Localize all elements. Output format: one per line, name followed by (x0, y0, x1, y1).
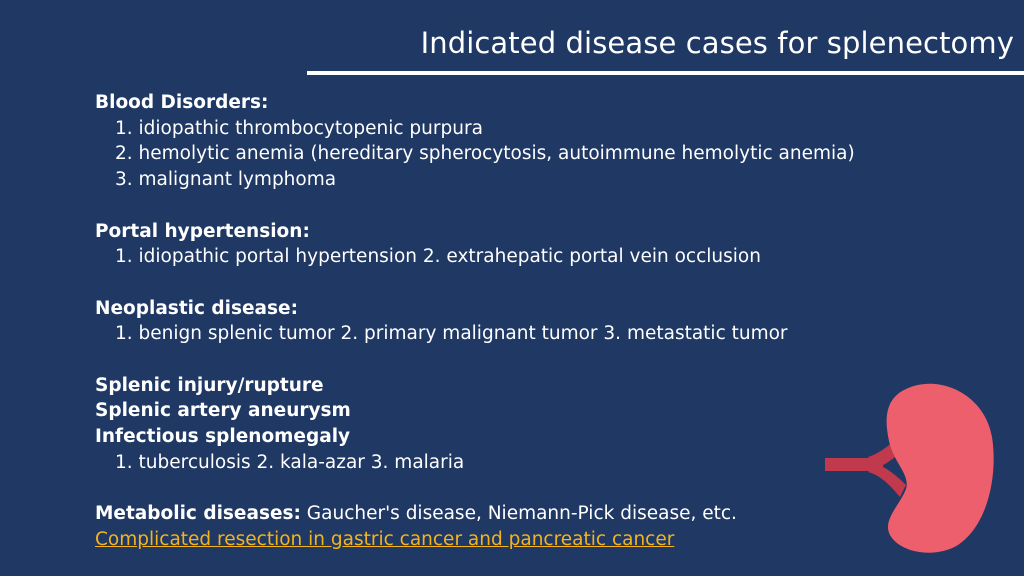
list-item: 1. idiopathic thrombocytopenic purpura (115, 117, 483, 139)
resection-link-line (95, 527, 855, 553)
spacer (95, 193, 855, 219)
slide-title: Indicated disease cases for splenectomy (420, 26, 1014, 60)
spacer (95, 347, 855, 373)
spacer (95, 270, 855, 296)
list-item: 3. malignant lymphoma (115, 169, 337, 191)
metabolic-diseases-line (95, 501, 855, 527)
title-underline (307, 71, 1024, 75)
section-heading-neoplastic-disease: Neoplastic disease: (95, 297, 298, 319)
section-heading-splenic-injury: Splenic injury/rupture (95, 374, 324, 396)
list-item: 1. tuberculosis 2. kala-azar 3. malaria (115, 451, 465, 473)
section-heading-blood-disorders: Blood Disorders: (95, 92, 269, 113)
section-heading-portal-hypertension: Portal hypertension: (95, 220, 310, 242)
spacer (95, 476, 855, 502)
list-item: 1. idiopathic portal hypertension 2. extrahepatic portal vein occlusion (115, 246, 761, 268)
complicated-resection-link[interactable]: Complicated resection in gastric cancer and pancreatic cancer (95, 528, 675, 550)
metabolic-diseases-text: Gaucher's disease, Niemann-Pick disease, etc. (300, 503, 737, 525)
section-heading-metabolic-diseases: Metabolic diseases: (95, 503, 301, 525)
spleen-illustration (820, 375, 1000, 555)
section-heading-splenic-artery-aneurysm: Splenic artery aneurysm (95, 400, 351, 422)
section-heading-infectious-splenomegaly: Infectious splenomegaly (95, 426, 351, 448)
slide-content (95, 90, 855, 553)
spleen-icon (887, 384, 994, 553)
list-item: 2. hemolytic anemia (hereditary spherocytosis, autoimmune hemolytic anemia) (115, 143, 855, 165)
list-item: 1. benign splenic tumor 2. primary malignant tumor 3. metastatic tumor (115, 323, 788, 345)
